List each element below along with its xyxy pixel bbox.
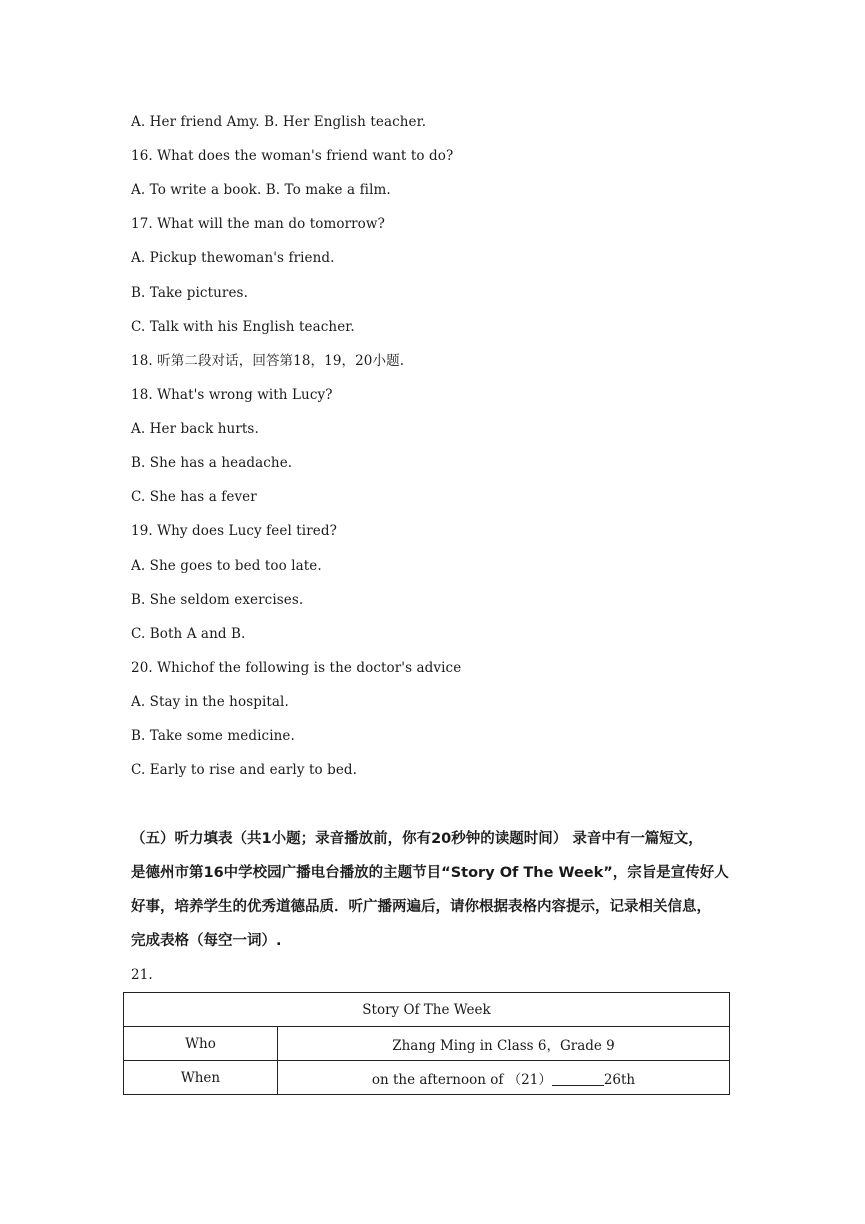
table-title: Story Of The Week: [124, 993, 730, 1027]
option-b: B. She has a headache.: [131, 455, 293, 471]
option-c: C. Early to rise and early to bed.: [131, 762, 358, 778]
question-17: 17. What will the man do tomorrow?: [131, 216, 385, 232]
option-a: A. Her back hurts.: [131, 421, 259, 437]
option-b: B. She seldom exercises.: [131, 592, 304, 608]
option-c: C. She has a fever: [131, 489, 257, 505]
option-b: B. Take pictures.: [131, 285, 248, 301]
table-row: [124, 1061, 730, 1095]
story-table: [123, 992, 730, 1095]
row-label-who: Who: [124, 1027, 278, 1061]
question-20: 20. Whichof the following is the doctor's advice: [131, 660, 462, 676]
question-18: 18. What's wrong with Lucy?: [131, 387, 333, 403]
table-title-row: [124, 993, 730, 1027]
option-c: C. Both A and B.: [131, 626, 246, 642]
question-21-number: 21.: [131, 967, 153, 983]
instruction-text: 是德州市第16中学校园广播电台播放的主题节目“Story Of The Week”，宗旨是宣传好人: [131, 865, 729, 881]
instruction-text: 好事，培养学生的优秀道德品质．听广播两遍后，请你根据表格内容提示，记录相关信息，: [131, 899, 711, 915]
option-a: A. Stay in the hospital.: [131, 694, 289, 710]
when-suffix: 26th: [603, 1071, 636, 1088]
instruction-line: 18. 听第二段对话，回答第18，19，20小题.: [131, 353, 405, 369]
instruction-text: 完成表格（每空一词）.: [131, 933, 282, 949]
row-value-when: [278, 1061, 730, 1095]
option-c: C. Talk with his English teacher.: [131, 319, 355, 335]
question-16: 16. What does the woman's friend want to do?: [131, 148, 454, 164]
option-a: A. She goes to bed too late.: [131, 558, 322, 574]
section-5-instructions: [131, 822, 736, 958]
answer-blank-21[interactable]: [552, 1071, 604, 1086]
question-19: 19. Why does Lucy feel tired?: [131, 523, 337, 539]
when-prefix: on the afternoon of （21）: [371, 1071, 552, 1088]
option-b: B. Take some medicine.: [131, 728, 295, 744]
table-row: [124, 1027, 730, 1061]
row-label-when: When: [124, 1061, 278, 1095]
option-a: A. Pickup thewoman's friend.: [131, 250, 335, 266]
instruction-text: （五）听力填表（共1小题；录音播放前，你有20秒钟的读题时间） 录音中有一篇短文，: [131, 831, 703, 847]
text-line: A. Her friend Amy. B. Her English teacher.: [131, 114, 427, 130]
text-line: A. To write a book. B. To make a film.: [131, 182, 391, 198]
row-value-who: Zhang Ming in Class 6，Grade 9: [278, 1027, 730, 1061]
